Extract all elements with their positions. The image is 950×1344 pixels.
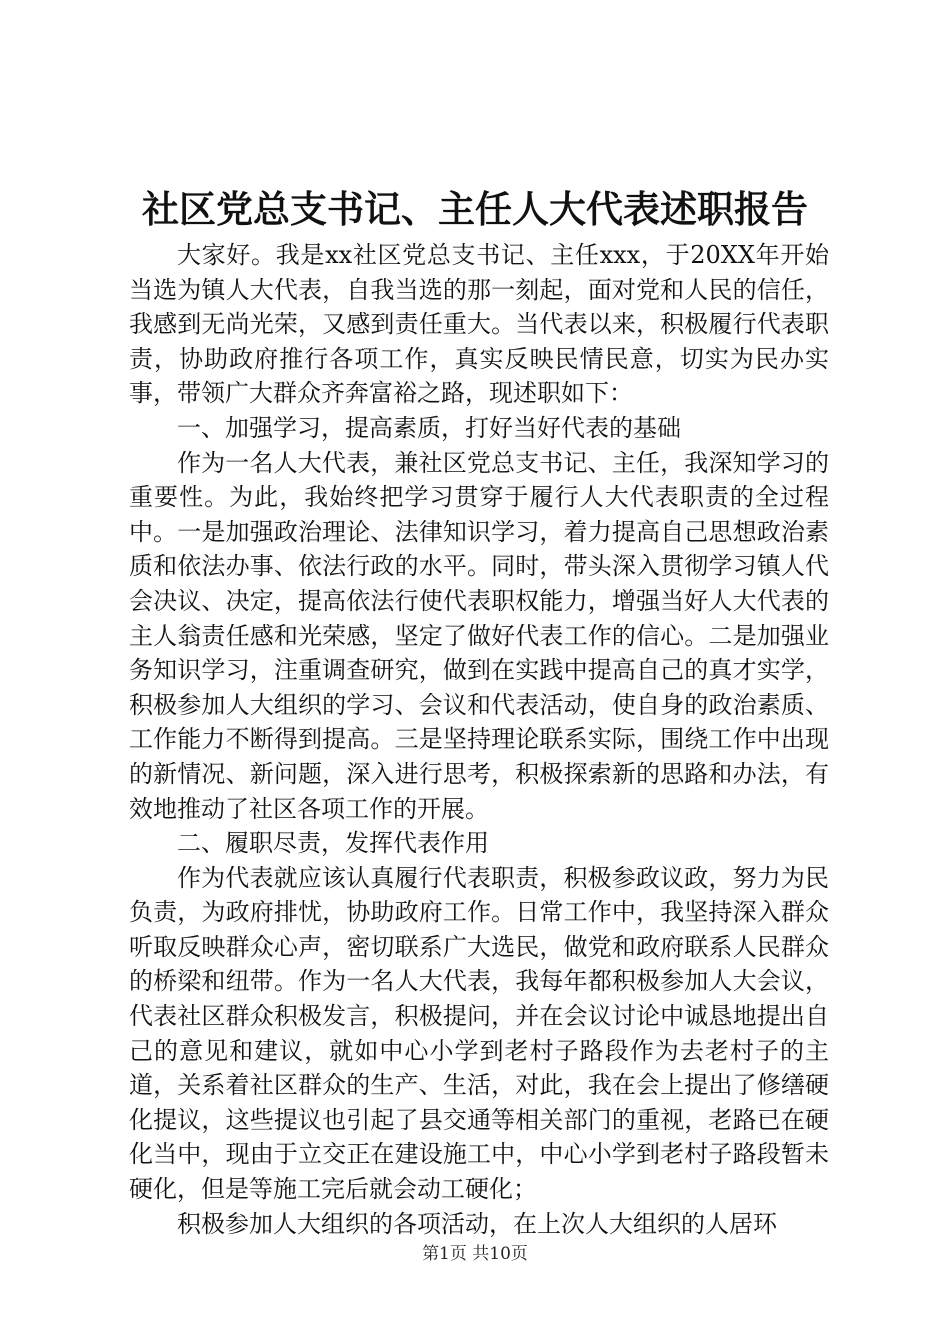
page-footer: 第1页 共10页 (422, 1244, 528, 1264)
document-body (129, 238, 829, 1241)
section-2-paragraph-continued: 积极参加人大组织的各项活动，在上次人大组织的人居环 (177, 1209, 777, 1238)
intro-paragraph: 大家好。我是xx社区党总支书记、主任xxx，于20XX年开始当选为镇人大代表，自我当选的那一刻起，面对党和人民的信任，我感到无尚光荣，又感到责任重大。当代表以来，积极履行代表职责，协助政府推行各项工作，真实反映民情民意，切实为民办实事，带领广大群众齐奔富裕之路，现述职如下： (129, 241, 829, 408)
section-heading-2: 二、履职尽责，发挥代表作用 (177, 829, 489, 858)
section-1-paragraph: 作为一名人大代表，兼社区党总支书记、主任，我深知学习的重要性。为此，我始终把学习贯穿于履行人大代表职责的全过程中。一是加强政治理论、法律知识学习，着力提高自己思想政治素质和依法办事、依法行政的水平。同时，带头深入贯彻学习镇人代会决议、决定，提高依法行使代表职权能力，增强当好人大代表的主人翁责任感和光荣感，坚定了做好代表工作的信心。二是加强业务知识学习，注重调查研究，做到在实践中提高自己的真才实学，积极参加人大组织的学习、会议和代表活动，使自身的政治素质、工作能力不断得到提高。三是坚持理论联系实际，围绕工作中出现的新情况、新问题，深入进行思考，积极探索新的思路和办法，有效地推动了社区各项工作的开展。 (129, 448, 829, 823)
section-heading-1: 一、加强学习，提高素质，打好当好代表的基础 (177, 413, 681, 442)
section-2-paragraph: 作为代表就应该认真履行代表职责，积极参政议政，努力为民负责，为政府排忧，协助政府工作。日常工作中，我坚持深入群众听取反映群众心声，密切联系广大选民，做党和政府联系人民群众的桥梁和纽带。作为一名人大代表，我每年都积极参加人大会议，代表社区群众积极发言，积极提问，并在会议讨论中诚恳地提出自己的意见和建议，就如中心小学到老村子路段作为去老村子的主道，关系着社区群众的生产、生活，对此，我在会上提出了修缮硬化提议，这些提议也引起了县交通等相关部门的重视，老路已在硬化当中，现由于立交正在建设施工中，中心小学到老村子路段暂未硬化，但是等施工完后就会动工硬化； (129, 863, 829, 1204)
document-title: 社区党总支书记、主任人大代表述职报告 (142, 187, 808, 231)
